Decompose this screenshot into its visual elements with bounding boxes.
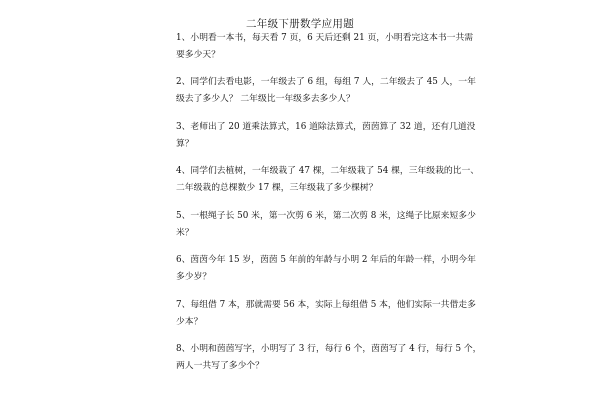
document-title: 二年级下册数学应用题 (246, 18, 354, 30)
problem-5 (176, 208, 476, 241)
problem-3-line-2: 算？ (176, 138, 194, 149)
problem-8-line-1: 8、小明和茵茵写字，小明写了 3 行，每行 6 个，茵茵写了 4 行，每行 5 个， (176, 344, 482, 354)
problem-1-line-1: 1、小明看一本书，每天看 7 页，6 天后还剩 21 页，小明看完这本书一共需 (176, 33, 474, 43)
problem-7 (176, 297, 476, 330)
problem-1-line-2: 要多少天？ (176, 49, 220, 60)
problem-6 (176, 252, 476, 285)
problem-5-line-2: 米？ (176, 227, 194, 238)
problem-7-line-1: 7、每组借 7 本，那就需要 56 本，实际上每组借 5 本，他们实际一共借走多 (176, 300, 476, 310)
problem-4-line-1: 4、同学们去植树，一年级栽了 47 棵，二年级栽了 54 棵，三年级栽的比一、 (176, 166, 480, 176)
problem-6-line-1: 6、茵茵今年 15 岁，茵茵 5 年前的年龄与小明 2 年后的年龄一样，小明今年 (176, 255, 476, 265)
problem-2-line-1: 2、同学们去看电影，一年级去了 6 组，每组 7 人，二年级去了 45 人，一年 (176, 77, 476, 87)
problem-3 (176, 119, 476, 152)
problem-8-line-2: 两人一共写了多少个？ (176, 360, 264, 371)
problem-2-line-2: 级去了多少人？ 二年级比一年级多去多少人？ (176, 93, 355, 104)
problem-8 (176, 341, 482, 374)
problem-5-line-1: 5、一根绳子长 50 米，第一次剪 6 米，第二次剪 8 米，这绳子比原来短多少 (176, 211, 476, 221)
problem-7-line-2: 少本？ (176, 316, 203, 327)
problem-6-line-2: 多少岁？ (176, 271, 212, 282)
problem-4-line-2: 二年级栽的总棵数少 17 棵，三年级栽了多少棵树？ (176, 182, 378, 193)
problem-4 (176, 163, 480, 196)
problem-1 (176, 30, 474, 63)
problem-2 (176, 74, 476, 107)
problem-3-line-1: 3、老师出了 20 道乘法算式，16 道除法算式，茵茵算了 32 道，还有几道没 (176, 122, 476, 132)
